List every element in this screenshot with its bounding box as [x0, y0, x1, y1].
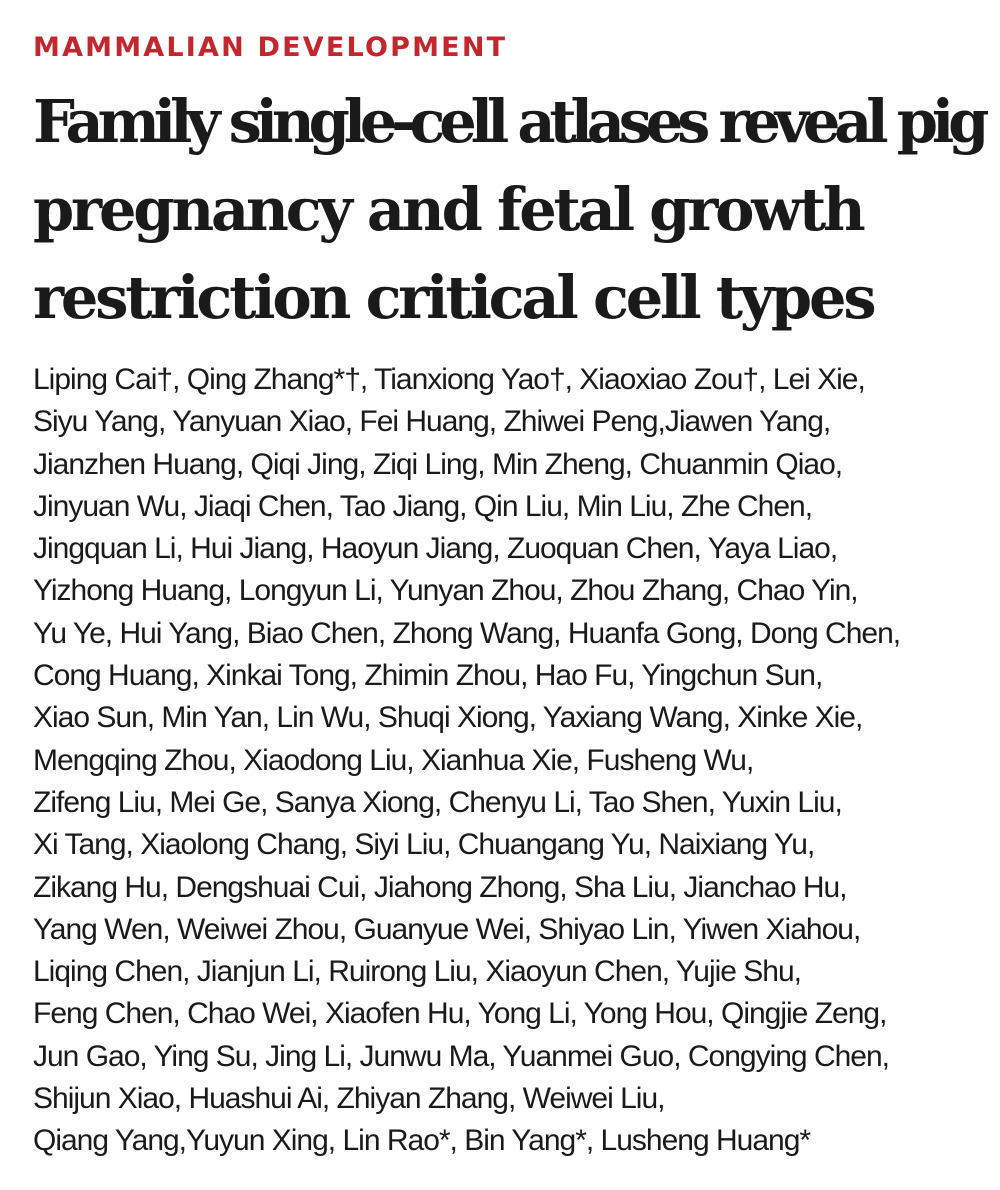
- author-line: Yizhong Huang, Longyun Li, Yunyan Zhou, Zhou Zhang, Chao Yin,: [33, 574, 858, 608]
- title-line: restriction critical cell types: [33, 263, 874, 332]
- author-line: Liqing Chen, Jianjun Li, Ruirong Liu, Xiaoyun Chen, Yujie Shu,: [33, 955, 802, 989]
- author-line: Zifeng Liu, Mei Ge, Sanya Xiong, Chenyu Li, Tao Shen, Yuxin Liu,: [33, 785, 842, 819]
- author-line: Jingquan Li, Hui Jiang, Haoyun Jiang, Zuoquan Chen, Yaya Liao,: [33, 532, 838, 566]
- author-line: Feng Chen, Chao Wei, Xiaofen Hu, Yong Li, Yong Hou, Qingjie Zeng,: [33, 997, 887, 1031]
- author-line: Siyu Yang, Yanyuan Xiao, Fei Huang, Zhiwei Peng,Jiawen Yang,: [33, 405, 831, 439]
- author-line: Xi Tang, Xiaolong Chang, Siyi Liu, Chuangang Yu, Naixiang Yu,: [33, 828, 815, 862]
- author-line: Xiao Sun, Min Yan, Lin Wu, Shuqi Xiong, Yaxiang Wang, Xinke Xie,: [33, 701, 863, 735]
- author-line: Jianzhen Huang, Qiqi Jing, Ziqi Ling, Min Zheng, Chuanmin Qiao,: [33, 447, 843, 481]
- title-line: Family single-cell atlases reveal pig: [33, 87, 984, 156]
- article-title: [33, 78, 984, 342]
- author-line: Cong Huang, Xinkai Tong, Zhimin Zhou, Hao Fu, Yingchun Sun,: [33, 659, 823, 693]
- author-line: Qiang Yang,Yuyun Xing, Lin Rao*, Bin Yang*, Lusheng Huang*: [33, 1124, 811, 1158]
- author-line: Yang Wen, Weiwei Zhou, Guanyue Wei, Shiyao Lin, Yiwen Xiahou,: [33, 912, 861, 946]
- author-line: Jinyuan Wu, Jiaqi Chen, Tao Jiang, Qin Liu, Min Liu, Zhe Chen,: [33, 489, 813, 523]
- author-line: Mengqing Zhou, Xiaodong Liu, Xianhua Xie, Fusheng Wu,: [33, 743, 754, 777]
- author-line: Jun Gao, Ying Su, Jing Li, Junwu Ma, Yuanmei Guo, Congying Chen,: [33, 1039, 890, 1073]
- title-line: pregnancy and fetal growth: [33, 175, 863, 244]
- author-line: Liping Cai†, Qing Zhang*†, Tianxiong Yao†, Xiaoxiao Zou†, Lei Xie,: [33, 363, 865, 396]
- author-line: Zikang Hu, Dengshuai Cui, Jiahong Zhong, Sha Liu, Jianchao Hu,: [33, 870, 847, 904]
- author-line: Yu Ye, Hui Yang, Biao Chen, Zhong Wang, Huanfa Gong, Dong Chen,: [33, 616, 901, 650]
- author-list: [33, 359, 972, 1163]
- author-line: Shijun Xiao, Huashui Ai, Zhiyan Zhang, Weiwei Liu,: [33, 1082, 665, 1116]
- section-label: MAMMALIAN DEVELOPMENT: [33, 32, 508, 63]
